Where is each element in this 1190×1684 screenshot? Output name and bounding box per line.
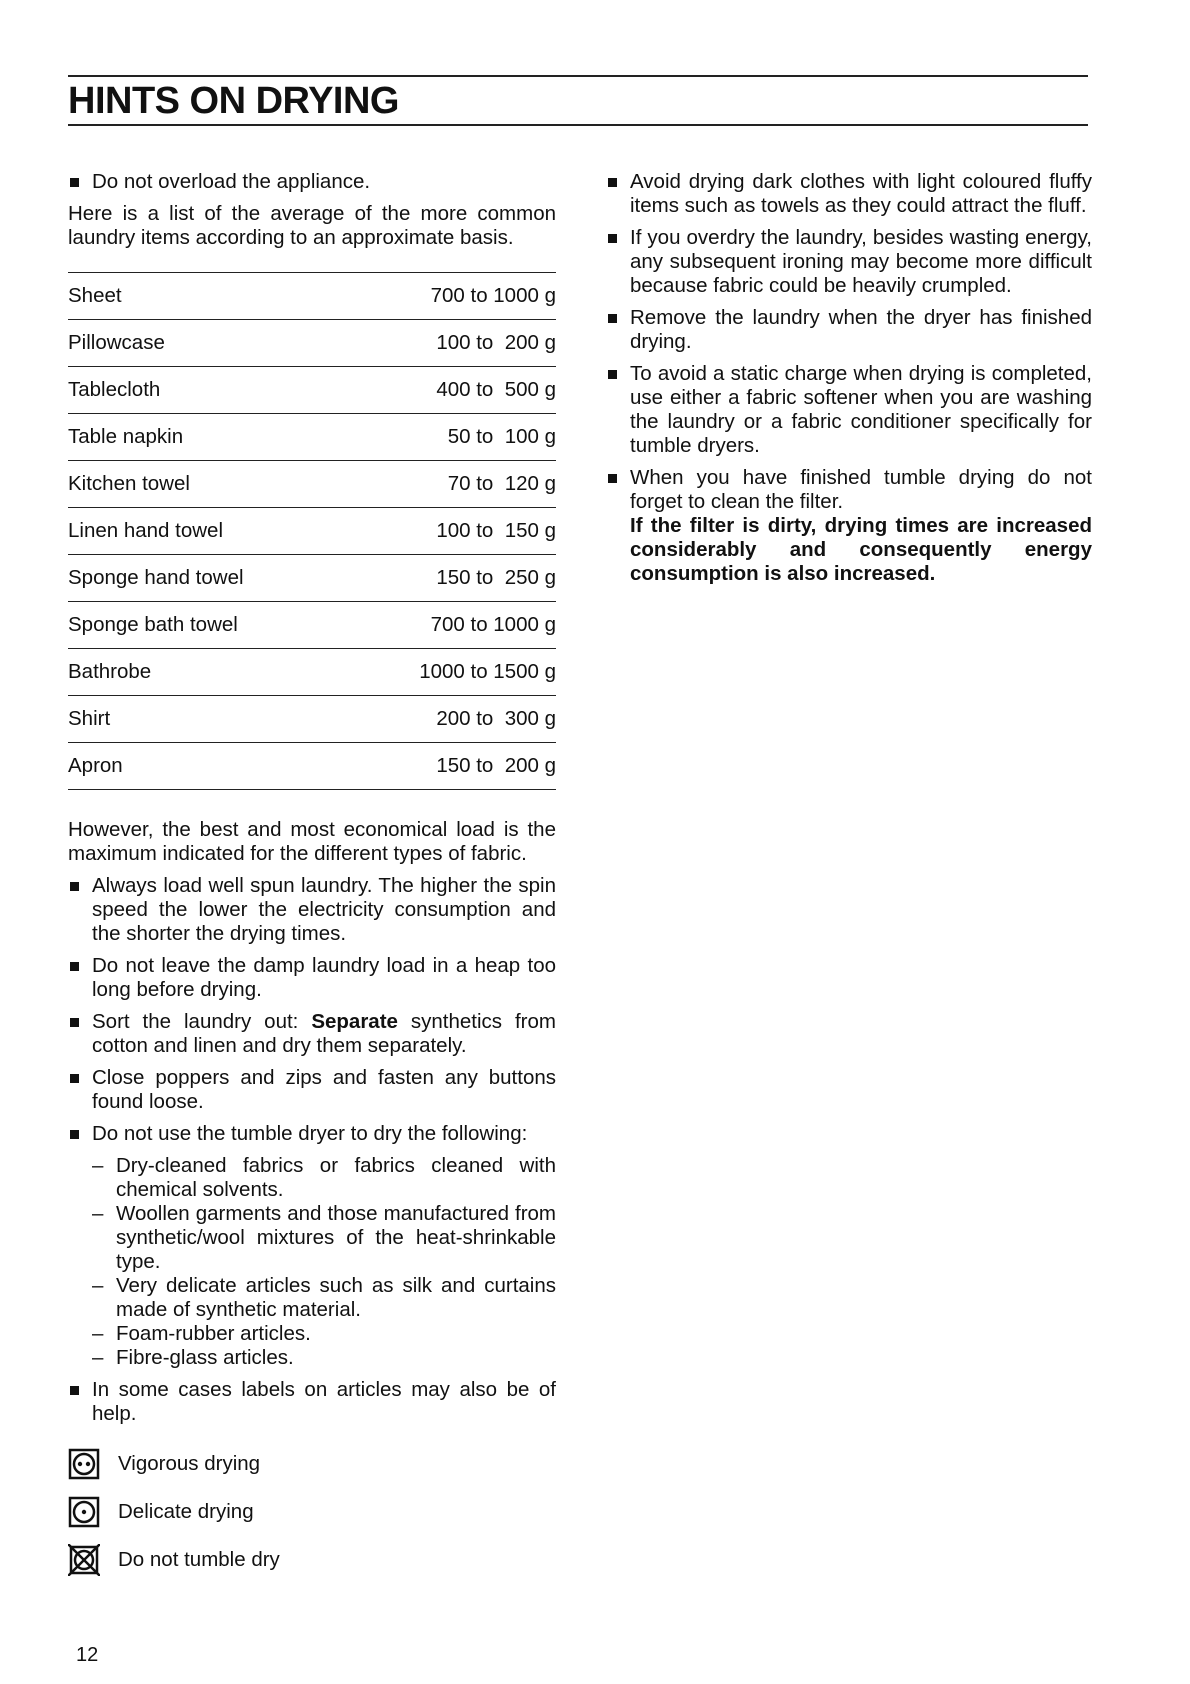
delicate-drying-icon bbox=[68, 1496, 100, 1528]
item-name: Tablecloth bbox=[68, 367, 342, 414]
table-row bbox=[68, 273, 556, 320]
item-weight: 50 to 100 g bbox=[342, 414, 556, 461]
square-bullet-icon bbox=[70, 1130, 79, 1139]
list-item: – Very delicate articles such as silk and curtains made of synthetic material. bbox=[92, 1274, 556, 1321]
symbol-row-delicate bbox=[68, 1488, 556, 1536]
intro-text: Here is a list of the average of the more common laundry items according to an approximate basis. bbox=[68, 202, 556, 249]
item-name: Linen hand towel bbox=[68, 508, 342, 555]
square-bullet-icon bbox=[608, 178, 617, 187]
square-bullet-icon bbox=[70, 882, 79, 891]
item-name: Sponge bath towel bbox=[68, 602, 342, 649]
table-row bbox=[68, 649, 556, 696]
list-item: – Woollen garments and those manufactured from synthetic/wool mixtures of the heat-shrinkable type. bbox=[92, 1202, 556, 1273]
item-name: Shirt bbox=[68, 696, 342, 743]
page-number: 12 bbox=[76, 1644, 99, 1666]
square-bullet-icon bbox=[608, 474, 617, 483]
bullet-filter: When you have finished tumble drying do not forget to clean the filter. If the filter is dirty, drying times are increased considerably and consequently energy consumption is also increased. bbox=[606, 466, 1092, 586]
vigorous-drying-icon bbox=[68, 1448, 100, 1480]
bullet-poppers: Close poppers and zips and fasten any buttons found loose. bbox=[68, 1066, 556, 1114]
table-row bbox=[68, 555, 556, 602]
bullet-heap: Do not leave the damp laundry load in a heap too long before drying. bbox=[68, 954, 556, 1002]
filter-warning: If the filter is dirty, drying times are increased considerably and consequently energy consumption is also increased. bbox=[630, 514, 1092, 585]
item-name: Kitchen towel bbox=[68, 461, 342, 508]
item-weight: 70 to 120 g bbox=[342, 461, 556, 508]
care-symbols bbox=[68, 1440, 556, 1584]
bullet-labels: In some cases labels on articles may also be of help. bbox=[68, 1378, 556, 1426]
square-bullet-icon bbox=[608, 314, 617, 323]
item-weight: 150 to 250 g bbox=[342, 555, 556, 602]
left-column bbox=[68, 170, 556, 1584]
item-name: Apron bbox=[68, 743, 342, 790]
table-row bbox=[68, 743, 556, 790]
square-bullet-icon bbox=[608, 370, 617, 379]
bullet-sort: Sort the laundry out: Separate synthetics from cotton and linen and dry them separately. bbox=[68, 1010, 556, 1058]
item-name: Pillowcase bbox=[68, 320, 342, 367]
item-weight: 700 to 1000 g bbox=[342, 273, 556, 320]
square-bullet-icon bbox=[70, 1386, 79, 1395]
delicate-drying-label: Delicate drying bbox=[118, 1500, 254, 1523]
item-name: Sponge hand towel bbox=[68, 555, 342, 602]
do-not-tumble-dry-label: Do not tumble dry bbox=[118, 1548, 280, 1571]
symbol-row-vigorous bbox=[68, 1440, 556, 1488]
square-bullet-icon bbox=[70, 178, 79, 187]
header-rule-bottom bbox=[68, 124, 1088, 126]
item-name: Bathrobe bbox=[68, 649, 342, 696]
do-not-tumble-dry-icon bbox=[68, 1544, 100, 1576]
table-row bbox=[68, 414, 556, 461]
item-weight: 1000 to 1500 g bbox=[342, 649, 556, 696]
item-weight: 150 to 200 g bbox=[342, 743, 556, 790]
however-text: However, the best and most economical load is the maximum indicated for the different types of fabric. bbox=[68, 818, 556, 865]
item-weight: 100 to 200 g bbox=[342, 320, 556, 367]
square-bullet-icon bbox=[70, 1074, 79, 1083]
bullet-overdry: If you overdry the laundry, besides wasting energy, any subsequent ironing may become more difficult because fabric could be heavily crumpled. bbox=[606, 226, 1092, 298]
table-row bbox=[68, 367, 556, 414]
item-weight: 200 to 300 g bbox=[342, 696, 556, 743]
header-rule-top bbox=[68, 75, 1088, 77]
table-row bbox=[68, 461, 556, 508]
symbol-row-no-tumble bbox=[68, 1536, 556, 1584]
list-item: – Fibre-glass articles. bbox=[92, 1346, 294, 1369]
item-weight: 100 to 150 g bbox=[342, 508, 556, 555]
bullet-overload: Do not overload the appliance. bbox=[68, 170, 556, 194]
item-name: Table napkin bbox=[68, 414, 342, 461]
bullet-do-not-use: Do not use the tumble dryer to dry the following: bbox=[68, 1122, 556, 1146]
table-row bbox=[68, 696, 556, 743]
excluded-items-list bbox=[92, 1154, 556, 1370]
square-bullet-icon bbox=[70, 1018, 79, 1027]
table-row bbox=[68, 508, 556, 555]
right-column bbox=[606, 170, 1092, 586]
bullet-remove: Remove the laundry when the dryer has finished drying. bbox=[606, 306, 1092, 354]
square-bullet-icon bbox=[70, 962, 79, 971]
table-row bbox=[68, 602, 556, 649]
table-row bbox=[68, 320, 556, 367]
vigorous-drying-label: Vigorous drying bbox=[118, 1452, 261, 1475]
item-weight: 400 to 500 g bbox=[342, 367, 556, 414]
page-title: HINTS ON DRYING bbox=[68, 80, 399, 122]
bullet-dark-clothes: Avoid drying dark clothes with light coloured fluffy items such as towels as they could attract the fluff. bbox=[606, 170, 1092, 218]
list-item: – Foam-rubber articles. bbox=[92, 1322, 311, 1345]
square-bullet-icon bbox=[608, 234, 617, 243]
item-weight: 700 to 1000 g bbox=[342, 602, 556, 649]
bullet-static: To avoid a static charge when drying is completed, use either a fabric softener when you are washing the laundry or a fabric conditioner specifically for tumble dryers. bbox=[606, 362, 1092, 458]
list-item: – Dry-cleaned fabrics or fabrics cleaned with chemical solvents. bbox=[92, 1154, 556, 1201]
item-name: Sheet bbox=[68, 273, 342, 320]
bullet-spun: Always load well spun laundry. The higher the spin speed the lower the electricity consumption and the shorter the drying times. bbox=[68, 874, 556, 946]
laundry-weights-table bbox=[68, 272, 556, 790]
